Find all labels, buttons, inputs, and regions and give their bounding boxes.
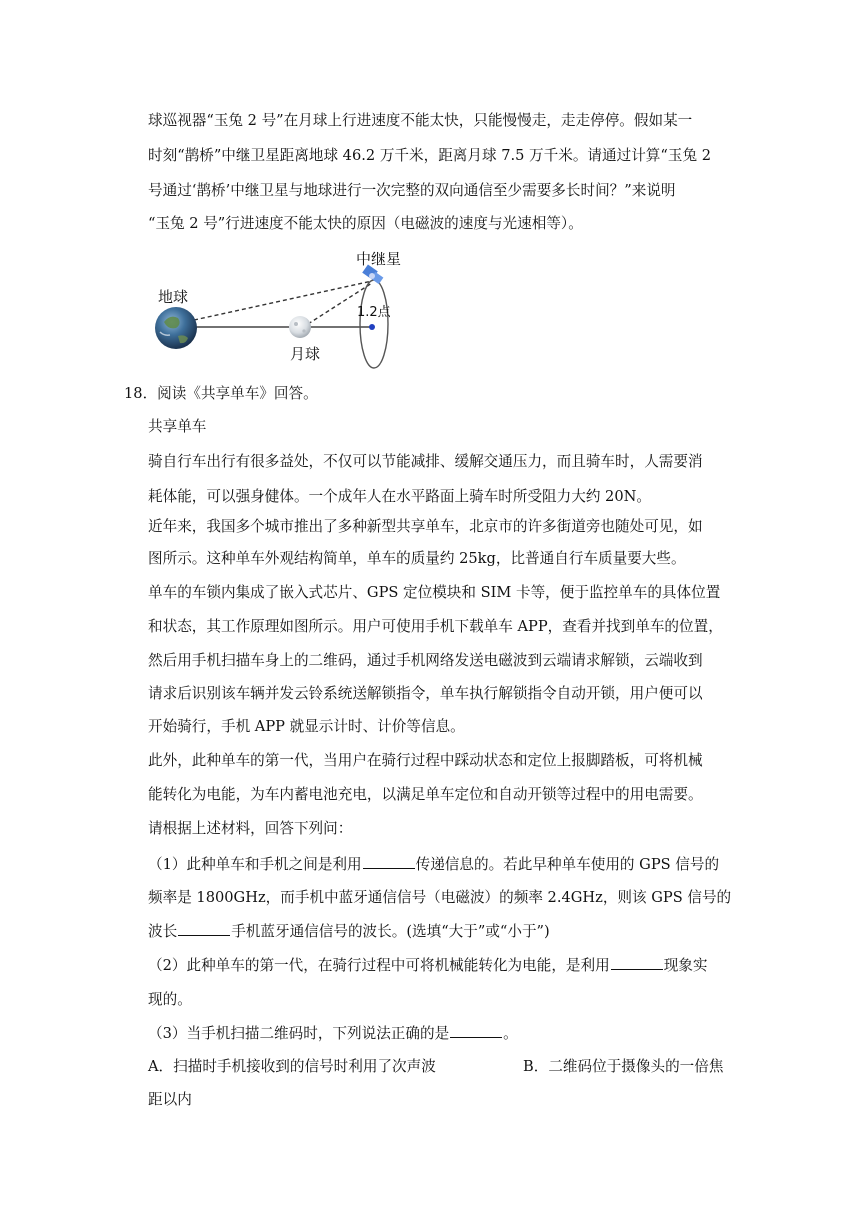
moon-label: 月球 — [290, 345, 321, 363]
para3-line-4: 请求后识别该车辆并发云铃系统送解锁指令，单车执行解锁指令自动开锁，用户便可以 — [148, 685, 703, 702]
halo-orbit-ellipse — [360, 280, 388, 368]
moon-icon — [289, 316, 311, 338]
q3-text-b: 。 — [503, 1025, 518, 1042]
q2-line-1 — [148, 955, 708, 976]
q1-text-c: 波长 — [148, 923, 178, 940]
q1-line-2: 频率是 1800GHz，而手机中蓝牙通信信号（电磁波）的频率 2.4GHz，则该 GPS 信号的 — [148, 889, 732, 906]
q1-blank-1[interactable] — [363, 854, 415, 869]
para4-line-1: 此外，此种单车的第一代，当用户在骑行过程中踩动状态和定位上报脚踏板，可将机械 — [148, 752, 703, 769]
q2-line-2: 现的。 — [148, 991, 192, 1008]
point-label: 1.2点 — [357, 305, 391, 320]
relay-label: 中继星 — [356, 250, 402, 268]
para1-line-1: 骑自行车出行有很多益处，不仅可以节能减排、缓解交通压力，而且骑车时，人需要消 — [148, 453, 703, 470]
q3-options-line — [148, 1057, 738, 1077]
q1-text-b: 传递信息的。若此早种单车使用的 GPS 信号的 — [415, 856, 720, 873]
q3-blank[interactable] — [450, 1023, 502, 1038]
q1-blank-2[interactable] — [178, 921, 230, 936]
para3-line-3: 然后用手机扫描车身上的二维码，通过手机网络发送电磁波到云端请求解锁，云端收到 — [148, 652, 703, 669]
relay-satellite-figure — [150, 244, 410, 372]
question-prompt: 请根据上述材料，回答下列问： — [148, 820, 353, 837]
p17-line-2: 时刻“鹊桥”中继卫星距离地球 46.2 万千米，距离月球 7.5 万千米。请通过计算“玉兔 2 — [148, 147, 711, 164]
para4-line-2: 能转化为电能，为车内蓄电池充电，以满足单车定位和自动开锁等过程中的用电需要。 — [148, 786, 703, 803]
p17-line-1: 球巡视器“玉兔 2 号”在月球上行进速度不能太快，只能慢慢走，走走停停。假如某一 — [148, 112, 693, 129]
q3-option-b-continued: 距以内 — [148, 1091, 192, 1108]
para2-line-1: 近年来，我国多个城市推出了多种新型共享单车，北京市的许多街道旁也随处可见，如 — [148, 518, 703, 535]
para3-line-2: 和状态，其工作原理如图所示。用户可使用手机下载单车 APP，查看并找到单车的位置， — [148, 618, 723, 635]
l2-point-marker — [369, 324, 375, 330]
p17-line-4: “玉兔 2 号”行进速度不能太快的原因（电磁波的速度与光速相等）。 — [148, 215, 583, 232]
para3-line-1: 单车的车锁内集成了嵌入式芯片、GPS 定位模块和 SIM 卡等，便于监控单车的具体位置 — [148, 584, 721, 601]
p18-heading: 18．阅读《共享单车》回答。 — [124, 385, 318, 402]
earth-label: 地球 — [158, 288, 189, 306]
q1-text-d: 手机蓝牙通信信号的波长。(选填“大于”或“小于”) — [231, 923, 550, 940]
para2-line-2: 图所示。这种单车外观结构简单，单车的质量约 25kg，比普通自行车质量要大些。 — [148, 550, 686, 567]
q2-text-a: （2）此种单车的第一代，在骑行过程中可将机械能转化为电能，是利用 — [148, 957, 610, 974]
q3-stem — [148, 1023, 518, 1044]
p17-line-3: 号通过‘鹊桥’中继卫星与地球进行一次完整的双向通信至少需要多长时间？”来说明 — [148, 182, 676, 199]
q2-text-b: 现象实 — [663, 957, 708, 974]
q1-line-1 — [148, 854, 719, 875]
article-title: 共享单车 — [148, 418, 207, 435]
earth-icon — [155, 307, 197, 349]
para3-line-5: 开始骑行，手机 APP 就显示计时、计价等信息。 — [148, 718, 465, 735]
q2-blank[interactable] — [611, 955, 663, 970]
q3-option-a[interactable]: A．扫描时手机接收到的信号时利用了次声波 — [148, 1058, 436, 1075]
q1-line-3 — [148, 921, 550, 942]
q3-option-b[interactable]: B．二维码位于摄像头的一倍焦 — [523, 1058, 724, 1075]
q3-text-a: （3）当手机扫描二维码时，下列说法正确的是 — [148, 1025, 450, 1042]
para1-line-2: 耗体能，可以强身健体。一个成年人在水平路面上骑车时所受阻力大约 20N。 — [148, 488, 651, 505]
q1-text-a: （1）此种单车和手机之间是利用 — [148, 856, 362, 873]
